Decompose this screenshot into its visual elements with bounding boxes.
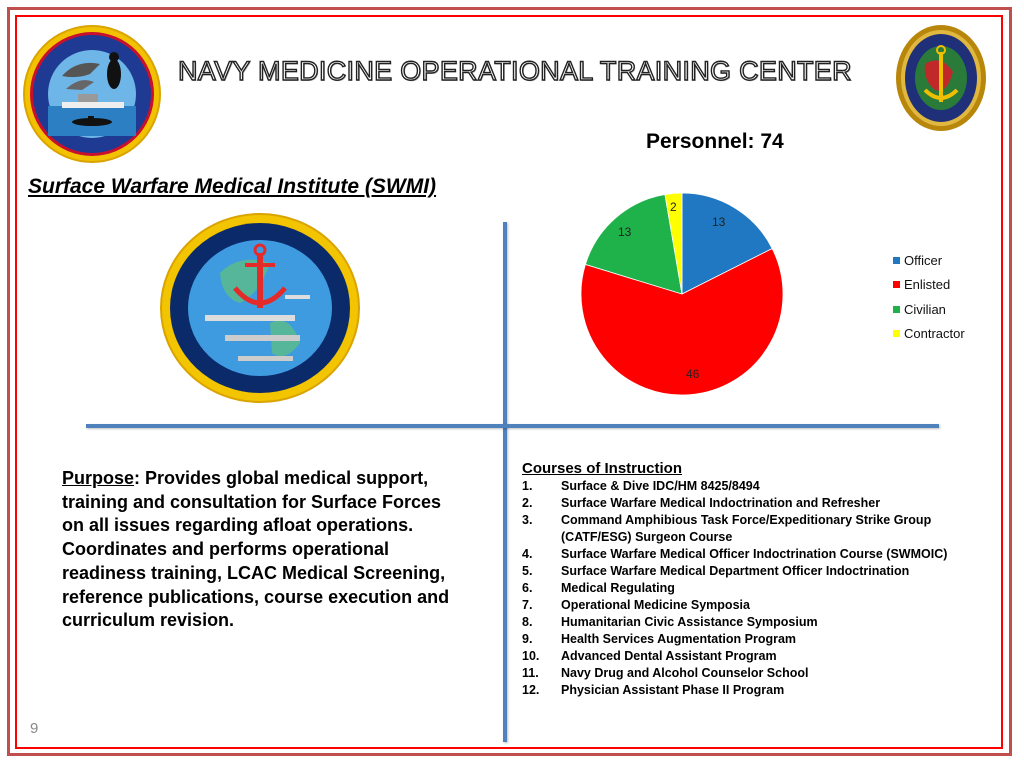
courses-list <box>522 460 992 699</box>
course-name: Humanitarian Civic Assistance Symposium <box>561 615 818 629</box>
legend-item-civilian <box>893 297 965 322</box>
course-item <box>522 614 992 631</box>
course-number: 2. <box>522 496 533 510</box>
course-name: Medical Regulating <box>561 581 675 595</box>
legend-item-officer <box>893 248 965 273</box>
course-number: 4. <box>522 547 533 561</box>
course-item <box>522 580 992 597</box>
pie-label-officer: 13 <box>712 215 726 229</box>
vertical-divider <box>503 222 507 742</box>
section-title: Surface Warfare Medical Institute (SWMI) <box>28 175 437 198</box>
purpose-label: Purpose <box>62 468 135 488</box>
course-number: 9. <box>522 632 533 646</box>
course-item <box>522 495 992 512</box>
course-item <box>522 478 992 495</box>
purpose-paragraph <box>62 467 452 633</box>
courses-title: Courses of Instruction <box>522 460 683 477</box>
legend-item-contractor <box>893 322 965 347</box>
course-number: 12. <box>522 683 540 697</box>
course-number: 6. <box>522 581 533 595</box>
legend-item-enlisted <box>893 273 965 298</box>
course-name: Command Amphibious Task Force/Expeditionary Strike Group (CATF/ESG) Surgeon Course <box>561 513 932 544</box>
page-number: 9 <box>30 720 39 737</box>
course-item <box>522 546 992 563</box>
course-name: Health Services Augmentation Program <box>561 632 797 646</box>
course-number: 7. <box>522 598 533 612</box>
legend-swatch-icon <box>893 257 900 264</box>
course-number: 3. <box>522 513 533 527</box>
course-name: Surface Warfare Medical Officer Indoctrination Course (SWMOIC) <box>561 547 948 561</box>
chart-title: Personnel: 74 <box>646 130 784 153</box>
legend-label: Contractor <box>904 326 965 342</box>
course-number: 5. <box>522 564 533 578</box>
pie-chart-graphic <box>576 188 788 400</box>
course-name: Physician Assistant Phase II Program <box>561 683 785 697</box>
legend-swatch-icon <box>893 306 900 313</box>
course-number: 1. <box>522 479 533 493</box>
pie-label-enlisted: 46 <box>686 367 700 381</box>
course-item <box>522 665 992 682</box>
course-number: 10. <box>522 649 540 663</box>
course-name: Surface & Dive IDC/HM 8425/8494 <box>561 479 760 493</box>
legend-label: Civilian <box>904 301 946 317</box>
course-item <box>522 631 992 648</box>
course-item <box>522 563 992 580</box>
personnel-pie-chart <box>576 188 788 400</box>
horizontal-divider <box>86 424 939 428</box>
chart-legend <box>893 248 965 346</box>
course-name: Surface Warfare Medical Department Officer Indoctrination <box>561 564 910 578</box>
legend-label: Officer <box>904 252 943 268</box>
legend-swatch-icon <box>893 281 900 288</box>
course-name: Navy Drug and Alcohol Counselor School <box>561 666 809 680</box>
course-item <box>522 597 992 614</box>
pie-label-contractor: 2 <box>670 200 677 214</box>
header-title: NAVY MEDICINE OPERATIONAL TRAINING CENTER <box>178 56 852 86</box>
legend-swatch-icon <box>893 330 900 337</box>
course-number: 8. <box>522 615 533 629</box>
navy-medicine-seal-icon <box>895 24 987 132</box>
legend-label: Enlisted <box>904 277 951 293</box>
course-name: Advanced Dental Assistant Program <box>561 649 777 663</box>
course-item <box>522 512 992 546</box>
course-name: Operational Medicine Symposia <box>561 598 750 612</box>
course-number: 11. <box>522 666 539 680</box>
nmotc-seal-icon <box>22 24 162 164</box>
course-item <box>522 682 992 699</box>
course-name: Surface Warfare Medical Indoctrination and Refresher <box>561 496 881 510</box>
swmi-seal-icon <box>160 213 360 403</box>
course-item <box>522 648 992 665</box>
pie-label-civilian: 13 <box>618 225 632 239</box>
purpose-text: : Provides global medical support, training and consultation for Surface Forces on all issues regarding afloat operations. Coordinates and performs operational readiness training, LCAC Medical Screening, reference publications, course execution and curriculum revision. <box>62 468 450 631</box>
